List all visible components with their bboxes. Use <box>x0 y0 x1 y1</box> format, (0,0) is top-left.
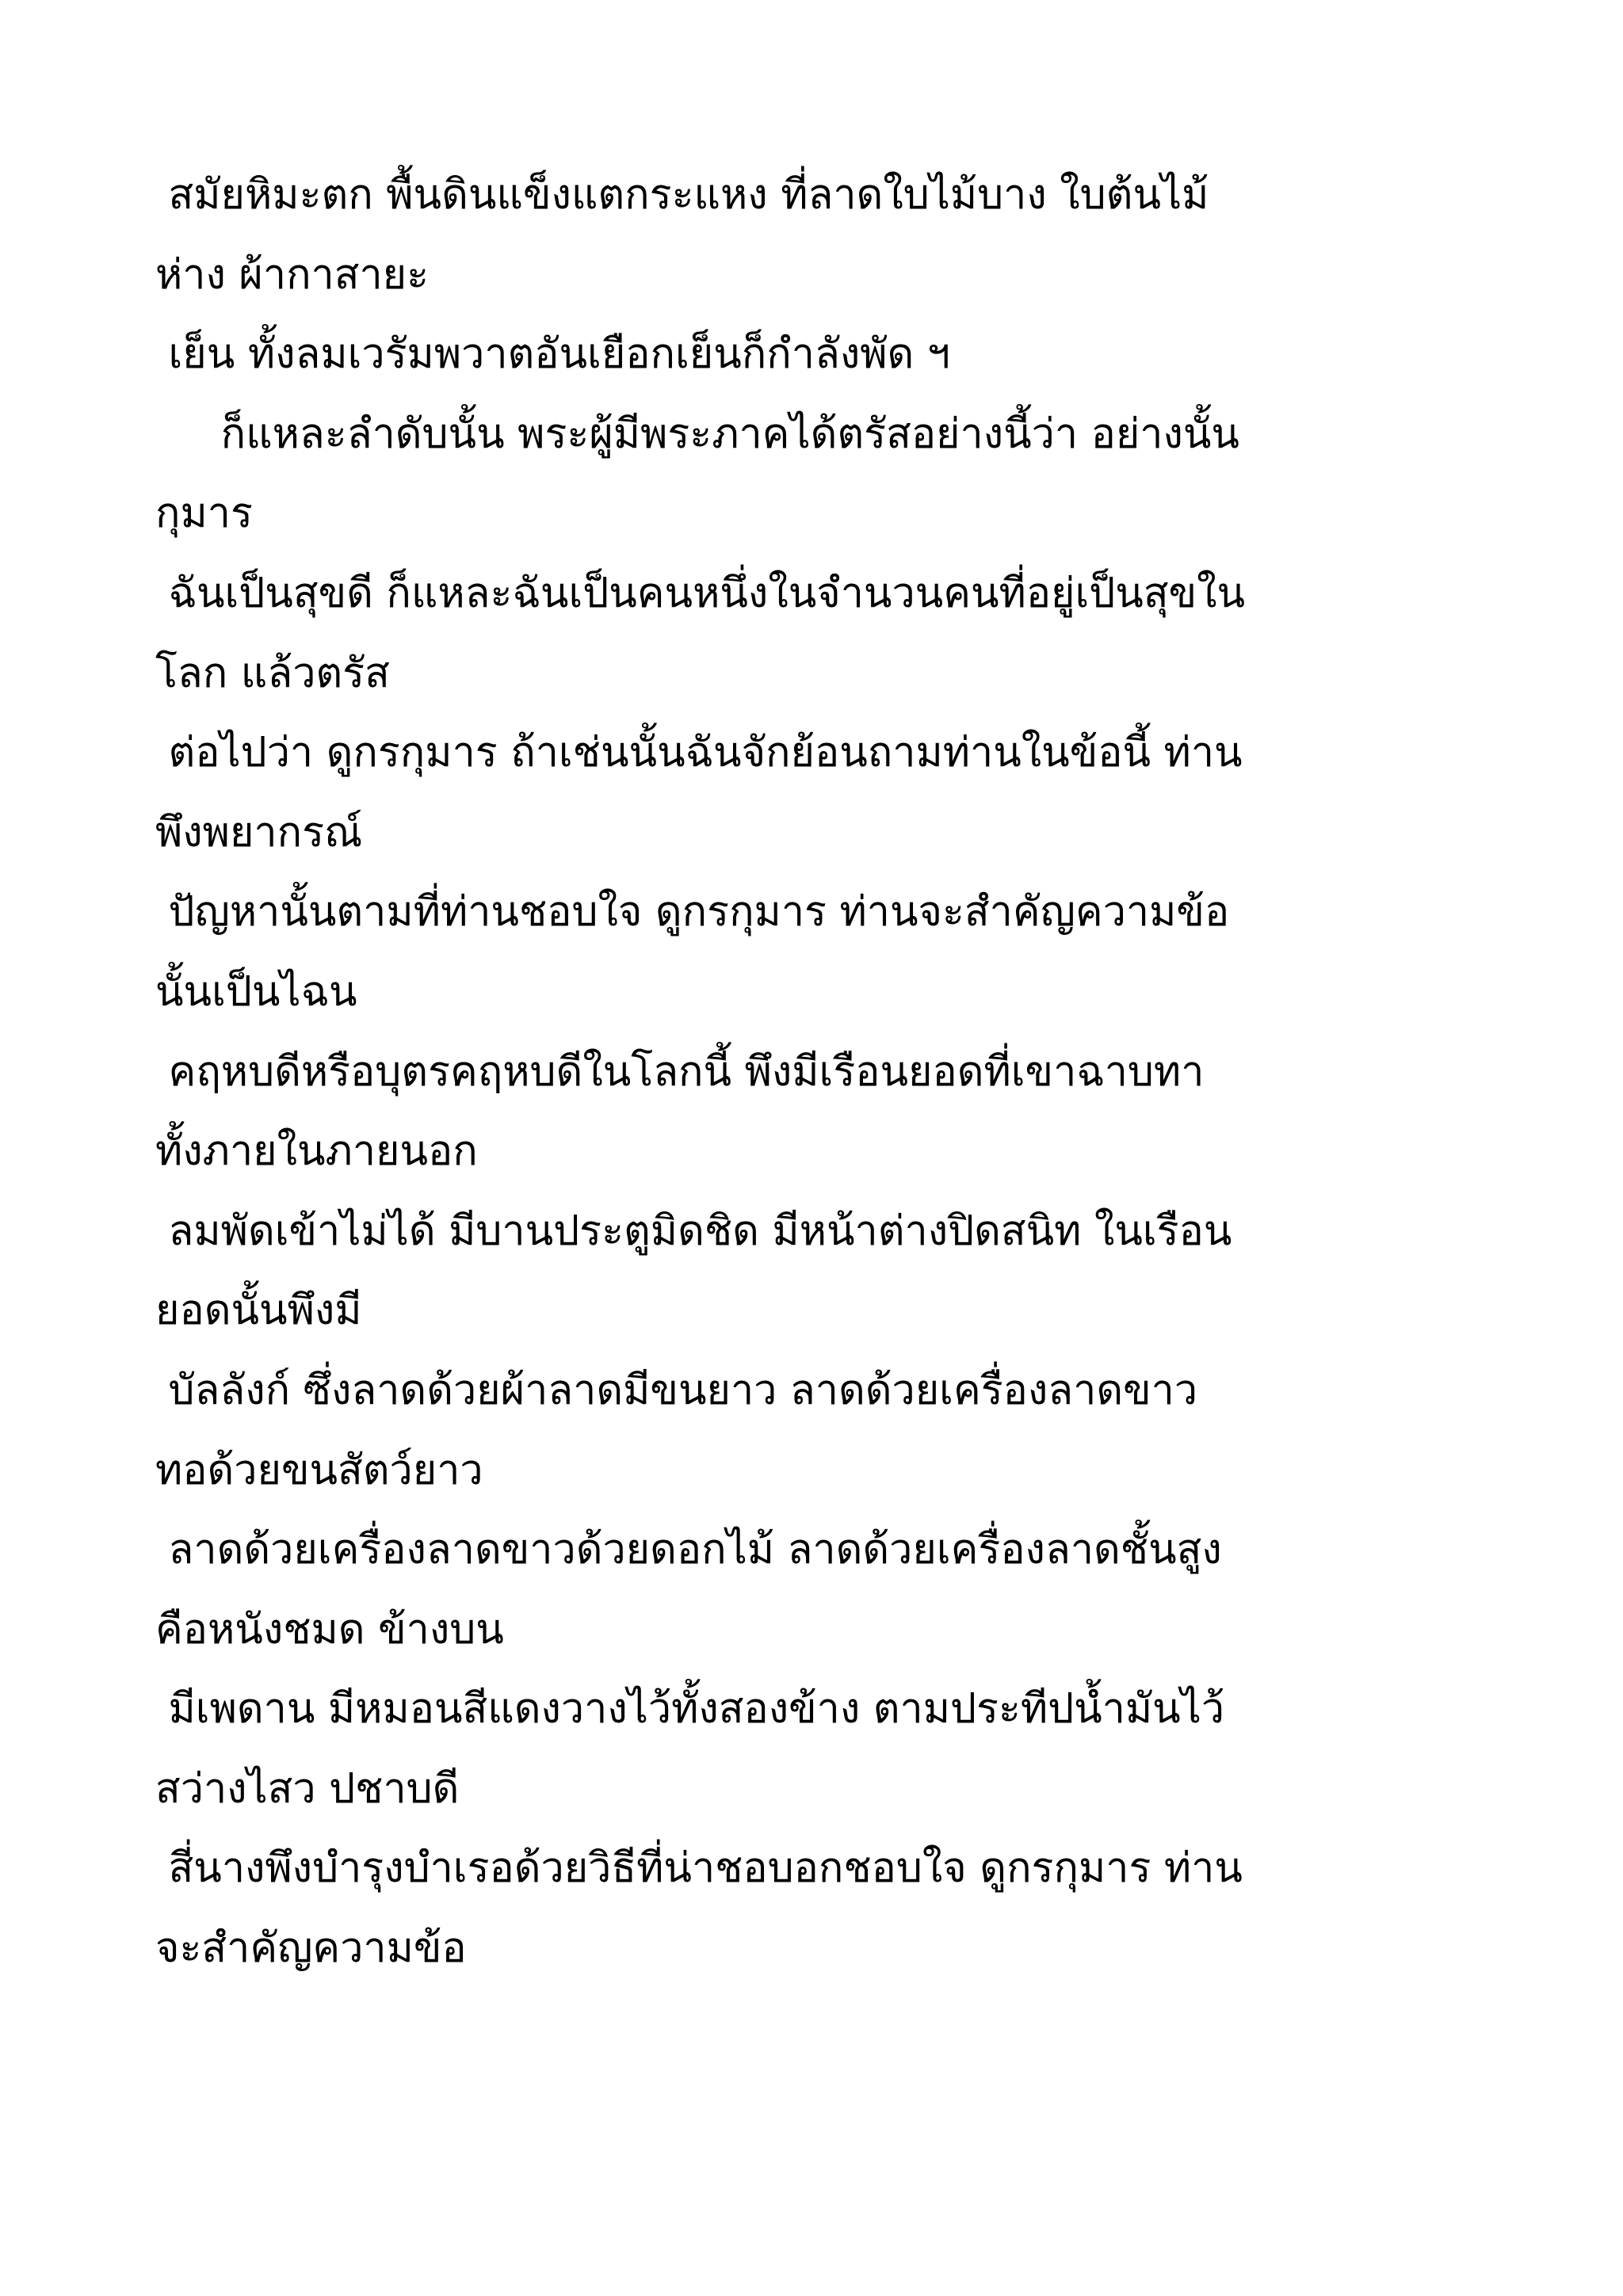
text-line: นั้นเป็นไฉน <box>155 967 357 1016</box>
text-line: ยอดนั้นพึงมี <box>155 1287 362 1335</box>
text-line: ปัญหานั้นตามที่ท่านชอบใจ ดูกรกุมาร ท่านจะสำคัญความข้อ <box>155 888 1230 936</box>
text-line: สี่นางพึงบำรุงบำเรอด้วยวิธีที่น่าชอบอกชอบใจ ดูกรกุมาร ท่าน <box>155 1844 1243 1893</box>
text-line: สว่างไสว ปชาบดี <box>155 1764 460 1813</box>
text-line: ลาดด้วยเครื่องลาดขาวด้วยดอกไม้ ลาดด้วยเครื่องลาดชั้นสูง <box>155 1526 1222 1574</box>
text-line: ต่อไปว่า ดูกรกุมาร ถ้าเช่นนั้นฉันจักย้อนถามท่านในข้อนี้ ท่าน <box>155 729 1243 777</box>
text-line: บัลลังก์ ซึ่งลาดด้วยผ้าลาดมีขนยาว ลาดด้วยเครื่องลาดขาว <box>155 1366 1198 1414</box>
text-line: ทอด้วยขนสัตว์ยาว <box>155 1446 483 1494</box>
body-text <box>155 155 1503 1989</box>
text-line: คือหนังชมด ข้างบน <box>155 1605 504 1653</box>
text-line: สมัยหิมะตก พื้นดินแข็งแตกระแหง ที่ลาดใบไม้บาง ใบต้นไม้ <box>155 171 1209 219</box>
text-line: ทั้งภายในภายนอก <box>155 1127 478 1176</box>
text-line: เย็น ทั้งลมเวรัมพวาตอันเยือกเย็นก็กำลังพัด ฯ <box>155 330 951 379</box>
text-line: พึงพยากรณ์ <box>155 808 363 856</box>
text-line: คฤหบดีหรือบุตรคฤหบดีในโลกนี้ พึงมีเรือนยอดที่เขาฉาบทา <box>155 1047 1205 1096</box>
text-line: ลมพัดเข้าไม่ได้ มีบานประตูมิดชิด มีหน้าต่างปิดสนิท ในเรือน <box>155 1207 1232 1255</box>
text-line: โลก แล้วตรัส <box>155 649 390 697</box>
text-line: ห่าง ผ้ากาสายะ <box>155 250 430 299</box>
text-line: มีเพดาน มีหมอนสีแดงวางไว้ทั้งสองข้าง ตามประทีปน้ำมันไว้ <box>155 1685 1225 1733</box>
text-line: จะสำคัญความข้อ <box>155 1924 467 1973</box>
text-line: ก็แหละลำดับนั้น พระผู้มีพระภาคได้ตรัสอย่างนี้ว่า อย่างนั้น <box>155 410 1239 458</box>
text-line: กุมาร <box>155 490 253 538</box>
text-line: ฉันเป็นสุขดี ก็แหละฉันเป็นคนหนึ่งในจำนวนคนที่อยู่เป็นสุขใน <box>155 569 1246 617</box>
